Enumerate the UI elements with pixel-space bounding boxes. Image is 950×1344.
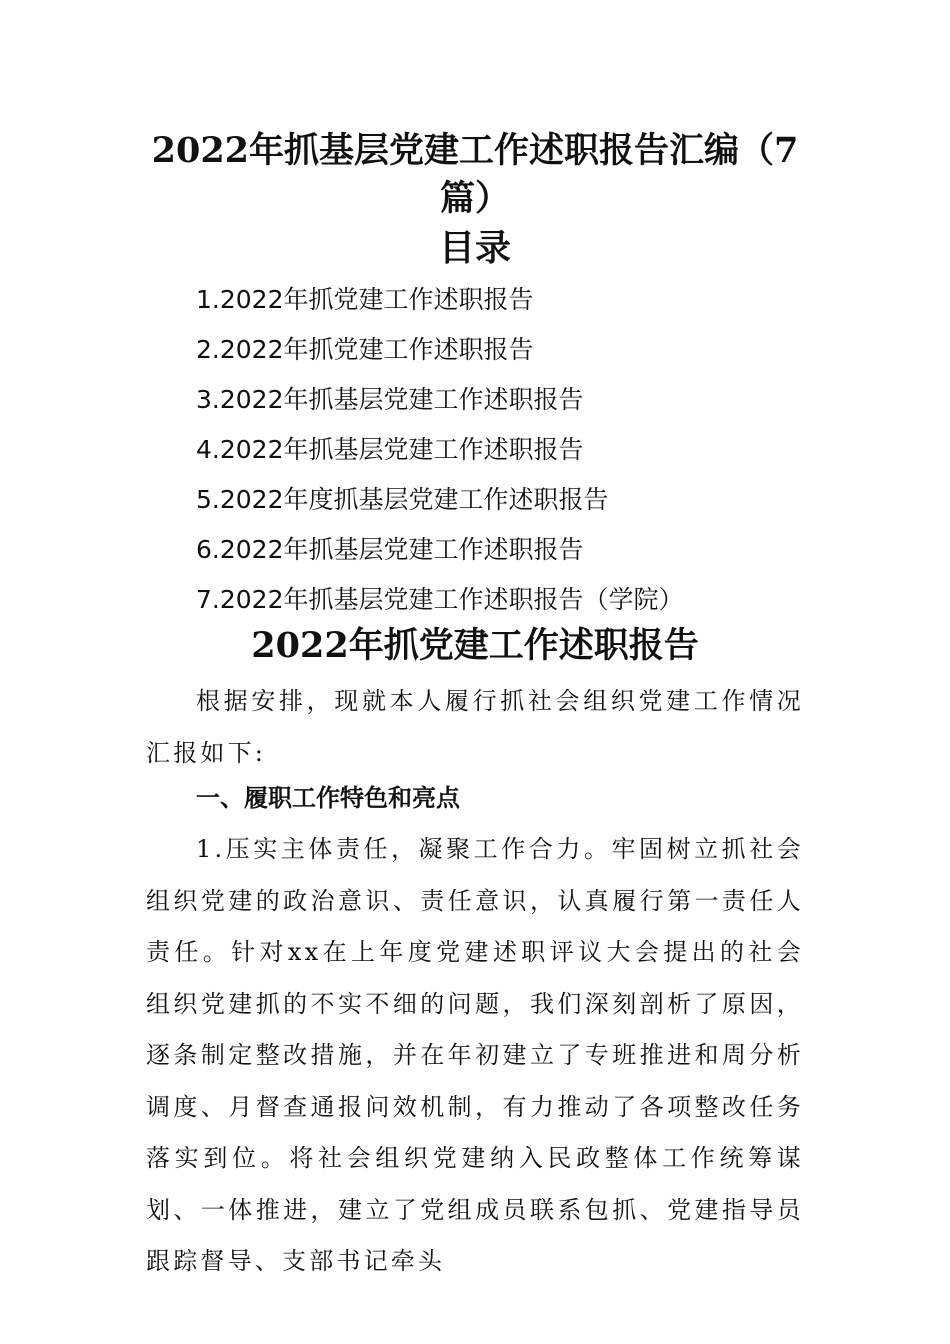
toc-heading: 目录 (438, 227, 511, 269)
subheading: 一、履职工作特色和亮点 (196, 784, 460, 812)
toc-item[interactable]: 3.2022年抓基层党建工作述职报告 (196, 385, 584, 414)
toc-item[interactable]: 2.2022年抓党建工作述职报告 (196, 335, 534, 364)
section-title: 2022年抓党建工作述职报告 (251, 625, 699, 666)
toc-list (196, 280, 683, 630)
toc-item[interactable]: 7.2022年抓基层党建工作述职报告（学院） (196, 585, 684, 614)
intro-paragraph: 根据安排，现就本人履行抓社会组织党建工作情况汇报如下: (146, 687, 804, 767)
document-title: 2022年抓基层党建工作述职报告汇编（7篇） (151, 130, 799, 219)
toc-item[interactable]: 6.2022年抓基层党建工作述职报告 (196, 535, 584, 564)
toc-item[interactable]: 4.2022年抓基层党建工作述职报告 (196, 435, 584, 464)
body-paragraph: 1.压实主体责任，凝聚工作合力。牢固树立抓社会组织党建的政治意识、责任意识，认真履行第一责任人责任。针对xx在上年度党建述职评议大会提出的社会组织党建抓的不实不细的问题，我们深刻剖析了原因，逐条制定整改措施，并在年初建立了专班推进和周分析调度、月督查通报问效机制，有力推动了各项整改任务落实到位。将社会组织党建纳入民政整体工作统筹谋划、一体推进，建立了党组成员联系包抓、党建指导员跟踪督导、支部书记牵头 (146, 835, 804, 1275)
toc-item[interactable]: 1.2022年抓党建工作述职报告 (196, 285, 534, 314)
toc-item[interactable]: 5.2022年度抓基层党建工作述职报告 (196, 485, 609, 514)
